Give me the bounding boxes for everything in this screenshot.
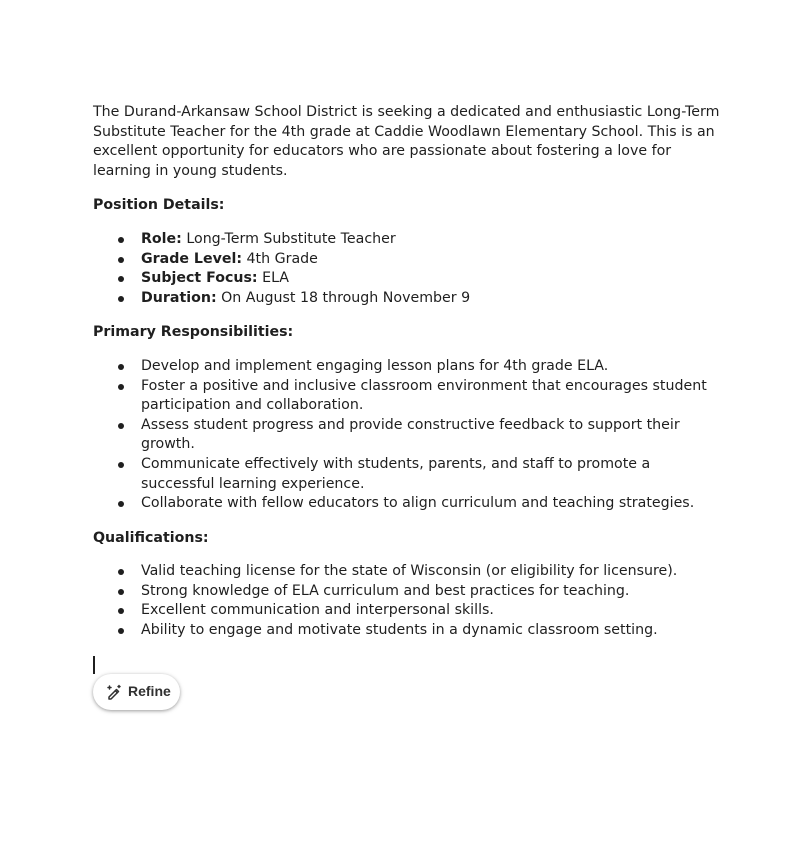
qualifications-list [93,562,723,640]
detail-value: 4th Grade [242,250,318,267]
detail-label: Subject Focus: [141,270,258,287]
list-item: Excellent communication and interpersonal skills. [93,601,723,621]
text-cursor [93,656,95,674]
intro-paragraph: The Durand-Arkansaw School District is seeking a dedicated and enthusiastic Long-Term Substitute Teacher for the 4th grade at Caddie Woodlawn Elementary School. This is an excellent opportunity for educators who are passionate about fostering a love for learning in young students. [93,104,720,179]
qualifications-heading: Qualifications: [93,529,209,546]
detail-label: Grade Level: [141,250,243,267]
list-item [93,269,723,289]
refine-button-label: Refine [128,683,171,700]
list-item [93,250,723,270]
detail-value: ELA [257,270,290,287]
detail-value: Long-Term Substitute Teacher [181,230,396,247]
list-item: Valid teaching license for the state of Wisconsin (or eligibility for licensure). [93,562,723,582]
detail-label: Duration: [141,289,217,306]
list-item [93,289,723,309]
responsibilities-list [93,357,723,514]
position-details-heading: Position Details: [93,197,225,214]
detail-label: Role: [141,230,182,247]
list-item: Develop and implement engaging lesson plans for 4th grade ELA. [93,357,723,377]
list-item [93,230,723,250]
list-item: Foster a positive and inclusive classroom environment that encourages student participation and collaboration. [93,377,723,416]
document-body[interactable] [93,103,723,656]
position-details-list [93,230,723,308]
list-item: Assess student progress and provide constructive feedback to support their growth. [93,416,723,455]
list-item: Collaborate with fellow educators to align curriculum and teaching strategies. [93,494,723,514]
pencil-sparkle-icon [106,684,122,700]
detail-value: On August 18 through November 9 [216,289,471,306]
list-item: Strong knowledge of ELA curriculum and best practices for teaching. [93,582,723,602]
list-item: Ability to engage and motivate students in a dynamic classroom setting. [93,621,723,641]
responsibilities-heading: Primary Responsibilities: [93,324,294,341]
list-item: Communicate effectively with students, parents, and staff to promote a successful learning experience. [93,455,723,494]
refine-button[interactable] [93,674,180,710]
